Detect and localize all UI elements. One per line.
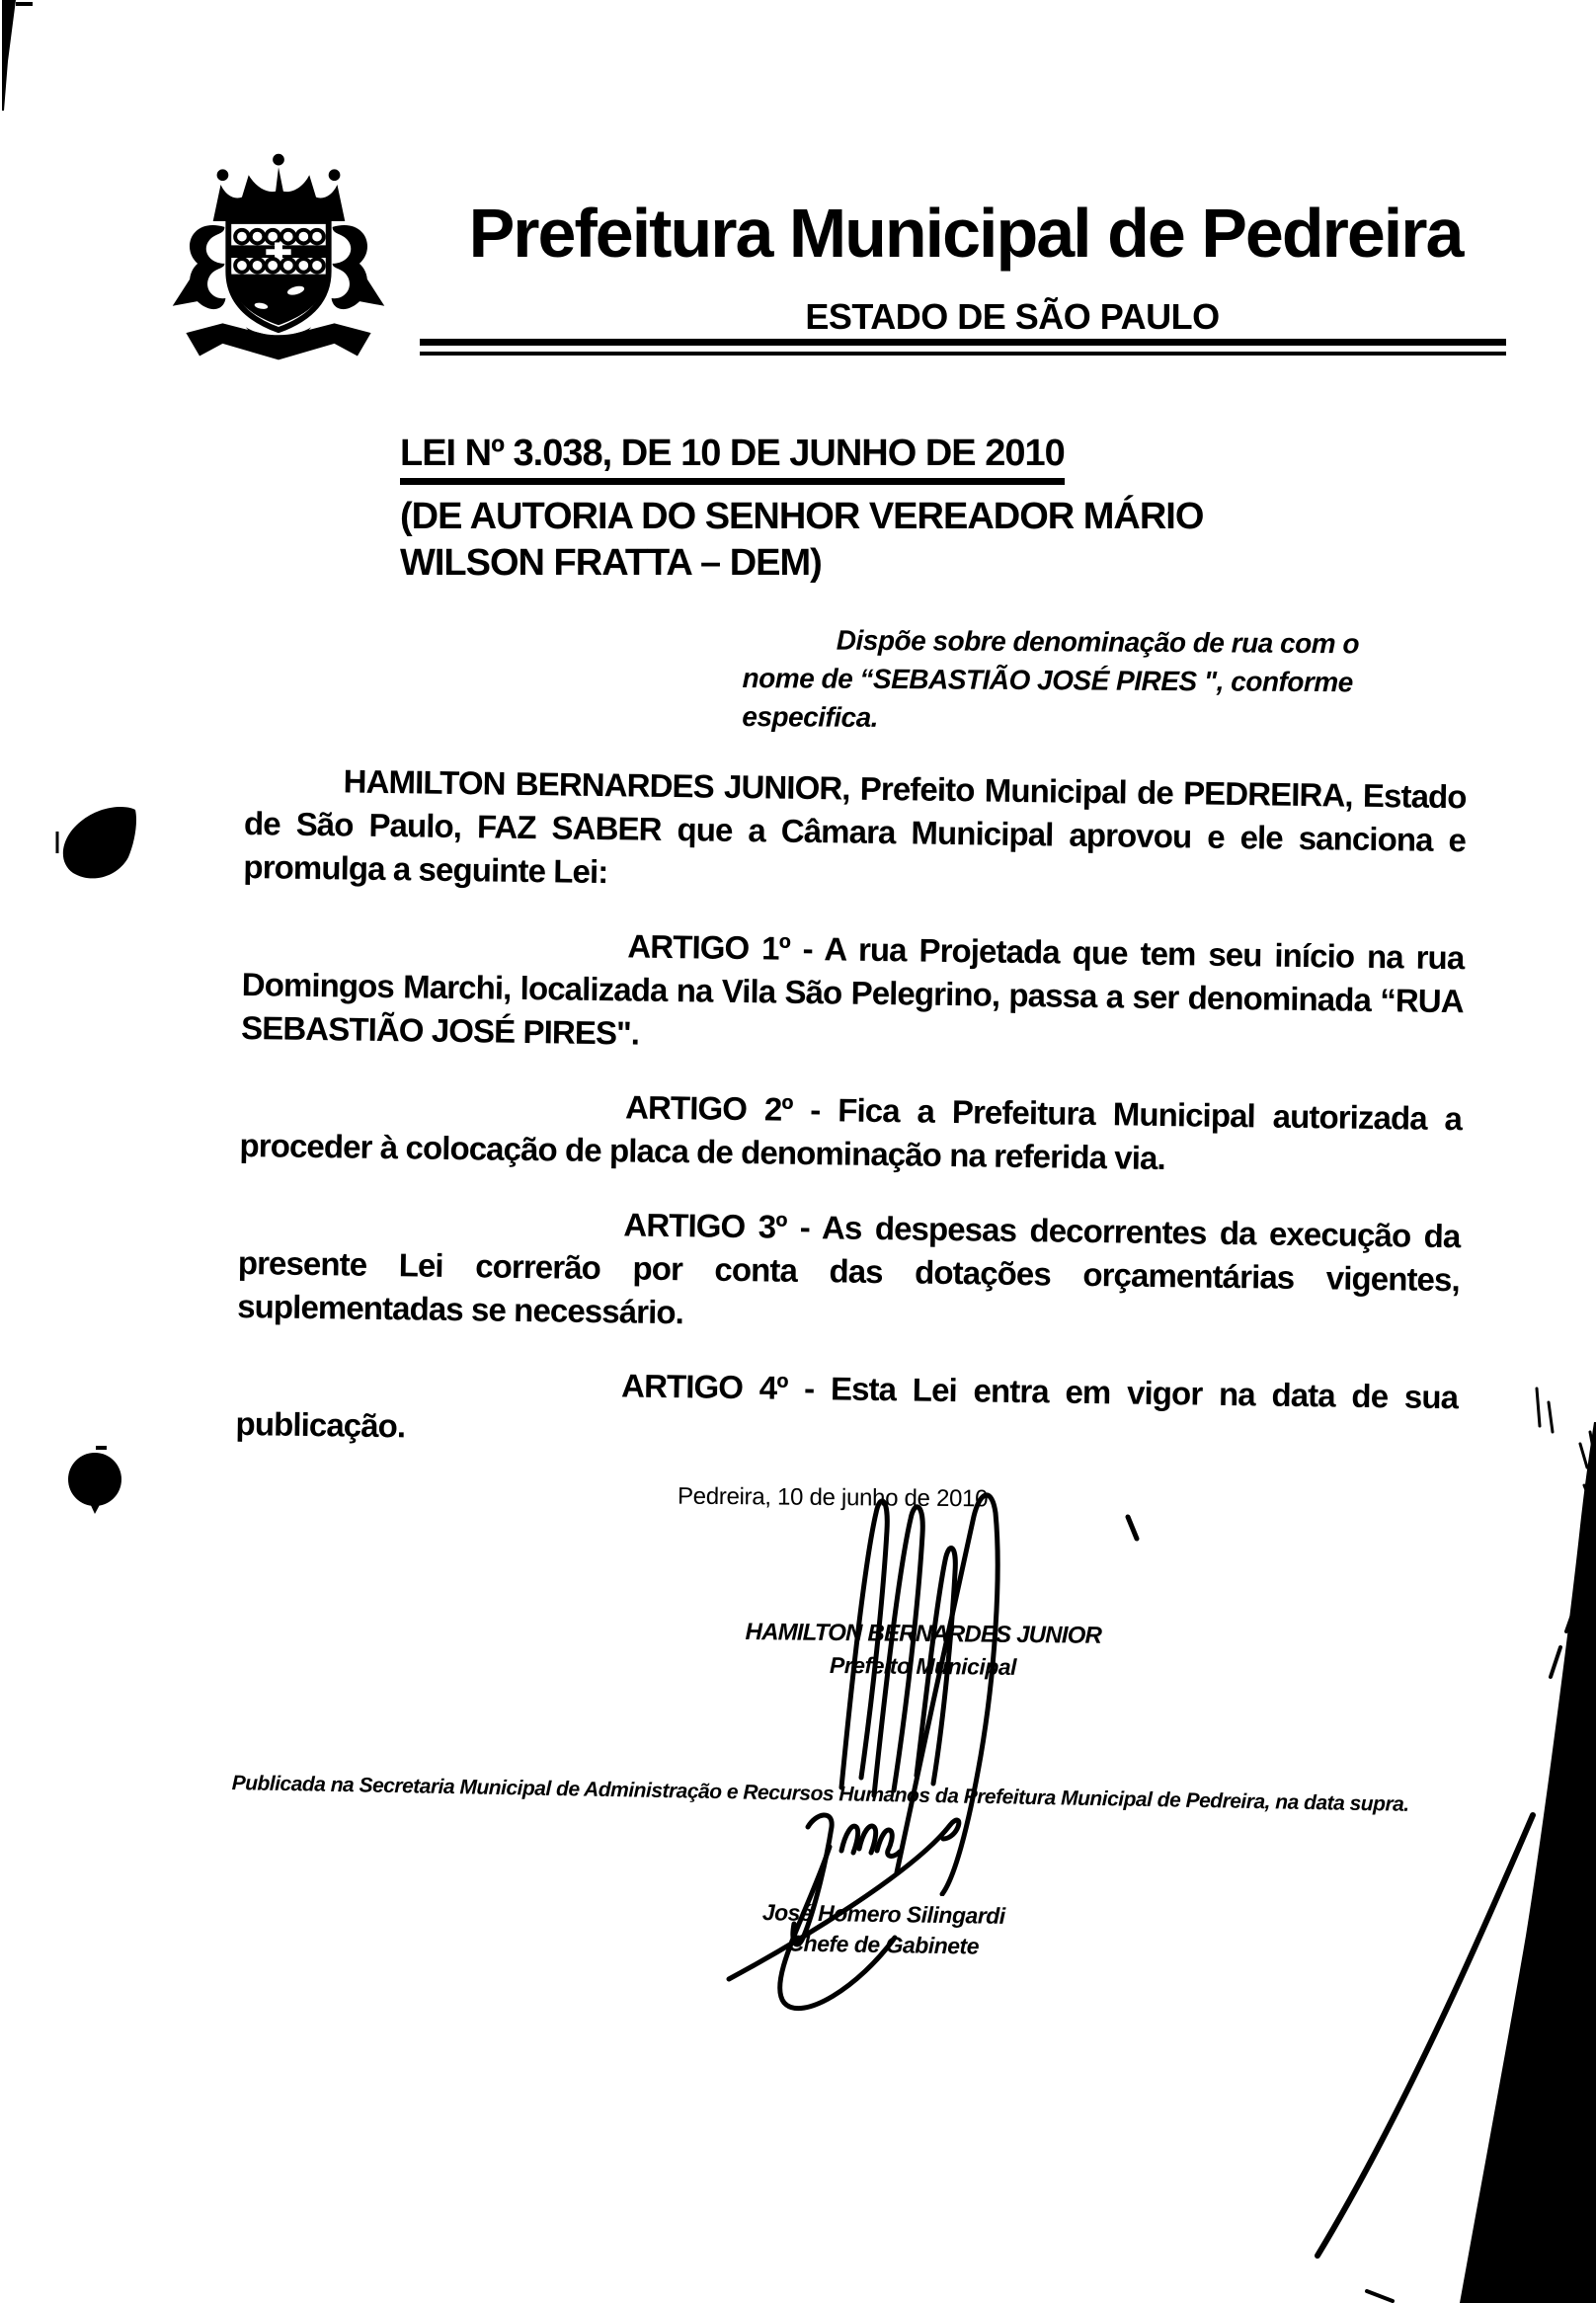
law-title-block [400, 433, 1328, 587]
article-4: ARTIGO 4º - Esta Lei entra em vigor na data de sua publicação. [235, 1367, 1459, 1445]
article-3: ARTIGO 3º - As despesas decorrentes da execução da presente Lei correrão por conta das dotações orçamentárias vigentes, suplementadas se necessário. [236, 1206, 1461, 1331]
chief-of-staff-role: Chefe de Gabinete [787, 1930, 980, 1959]
publication-note: Publicada na Secretaria Municipal de Administração e Recursos Humanos da Prefeitura Municipal de Pedreira, na data supra. [231, 1771, 1409, 1816]
article-2: ARTIGO 2º - Fica a Prefeitura Municipal autorizada a proceder à colocação de placa de denominação na referida via. [239, 1088, 1463, 1177]
chief-of-staff-name: José Homero Silingardi [761, 1899, 1005, 1929]
mayor-signature-mark [820, 1469, 1195, 1896]
date-place-line: Pedreira, 10 de junho de 2010 [677, 1482, 989, 1513]
mayor-name: HAMILTON BERNARDES JUNIOR [745, 1619, 1102, 1649]
article-1: ARTIGO 1º - A rua Projetada que tem seu início na rua Domingos Marchi, localizada na Vila São Pelegrino, passa a ser denominada “RUA SEBASTIÃO JOSÉ PIRES". [240, 927, 1465, 1052]
fold-crease-line-bottom-right [1317, 1815, 1533, 2256]
ink-dot-left-margin [68, 1453, 121, 1506]
signature-block-chief-of-staff [690, 1898, 1077, 1961]
law-body [235, 758, 1467, 1463]
institution-name: Prefeitura Municipal de Pedreira [468, 195, 1463, 272]
law-summary: Dispõe sobre denominação de rua com o nome de “SEBASTIÃO JOSÉ PIRES ", conforme especifica. [742, 624, 1360, 733]
ink-blot-left-margin [63, 807, 136, 878]
page-curl-black-wedge-bottom-right [1460, 1422, 1596, 2303]
law-title: LEI Nº 3.038, DE 10 DE JUNHO DE 2010 [400, 433, 1065, 485]
law-preamble: HAMILTON BERNARDES JUNIOR, Prefeito Municipal de PEDREIRA, Estado de São Paulo, FAZ SABER que a Câmara Municipal aprovou e ele sanciona e promulga a seguinte Lei: [243, 762, 1467, 891]
coat-of-arms-icon [146, 144, 411, 375]
mayor-role: Prefeito Municipal [829, 1651, 1017, 1680]
header-divider-rule [420, 339, 1506, 356]
institution-state: ESTADO DE SÃO PAULO [805, 296, 1220, 337]
signature-block-mayor [646, 1618, 1200, 1683]
law-authorship: (DE AUTORIA DO SENHOR VEREADOR MÁRIO WILSON FRATTA – DEM) [400, 496, 1204, 584]
top-left-fold-mark [2, 0, 16, 111]
